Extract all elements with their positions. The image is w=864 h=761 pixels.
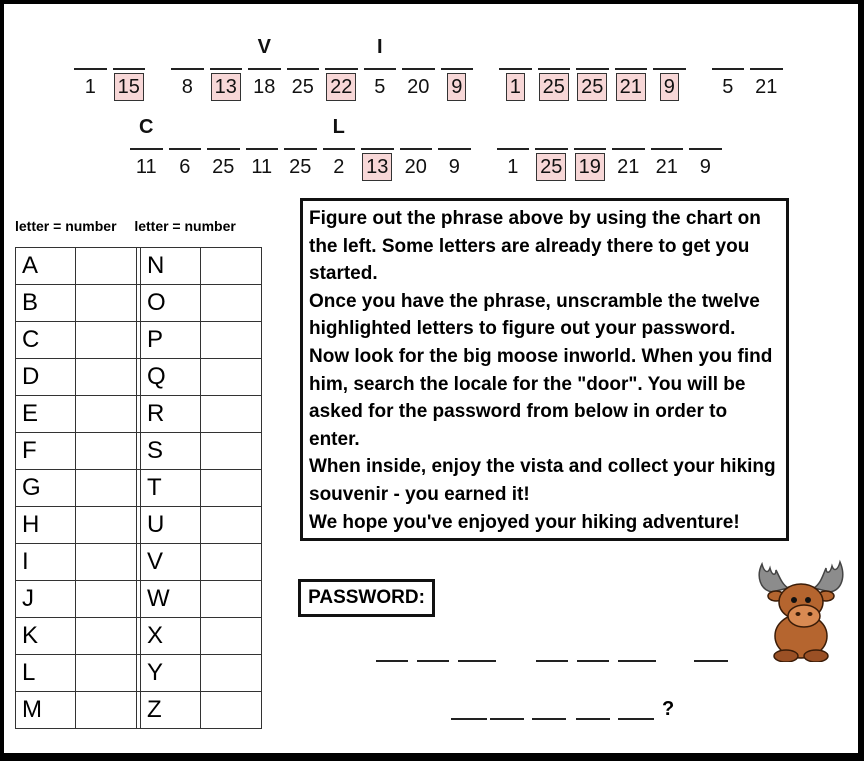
given-letter xyxy=(496,32,535,62)
letter-cell[interactable] xyxy=(127,112,166,182)
chart-letter: C xyxy=(16,322,76,359)
number-text: 21 xyxy=(655,156,678,178)
number-text: 11 xyxy=(251,156,273,178)
highlighted-letter-cell[interactable] xyxy=(322,32,361,102)
letter-blank xyxy=(246,148,279,150)
letter-blank xyxy=(615,68,648,70)
letter-blank xyxy=(538,68,571,70)
chart-letter: J xyxy=(16,581,76,618)
given-letter xyxy=(532,112,571,142)
letter-blank xyxy=(361,148,394,150)
password-blank[interactable] xyxy=(490,718,524,720)
instruction-4: When inside, enjoy the vista and collect your hiking souvenir - you earned it! xyxy=(309,456,776,505)
chart-number-input[interactable] xyxy=(76,655,137,692)
highlighted-letter-cell[interactable] xyxy=(110,32,149,102)
code-number xyxy=(648,152,687,182)
letter-blank xyxy=(574,148,607,150)
chart-number-input[interactable] xyxy=(201,618,262,655)
chart-letter: F xyxy=(16,433,76,470)
letter-cell[interactable] xyxy=(494,112,533,182)
letter-cell[interactable] xyxy=(204,112,243,182)
letter-cell[interactable] xyxy=(243,112,282,182)
highlighted-letter-cell[interactable] xyxy=(535,32,574,102)
number-text: 9 xyxy=(699,156,711,178)
worksheet xyxy=(4,4,858,753)
chart-letter: K xyxy=(16,618,76,655)
password-blank[interactable] xyxy=(577,660,609,662)
code-number xyxy=(322,72,361,102)
number-text: 21 xyxy=(755,76,778,98)
letter-blank xyxy=(612,148,645,150)
chart-number-input[interactable] xyxy=(201,359,262,396)
phrase-word xyxy=(127,112,474,182)
password-blank[interactable] xyxy=(417,660,449,662)
highlighted-letter-cell[interactable] xyxy=(438,32,477,102)
letter-blank xyxy=(171,68,204,70)
code-number xyxy=(535,72,574,102)
chart-letter: R xyxy=(141,396,201,433)
highlighted-number: 13 xyxy=(211,73,241,101)
chart-number-input[interactable] xyxy=(201,544,262,581)
chart-letter: H xyxy=(16,507,76,544)
given-letter: C xyxy=(139,116,154,138)
given-letter xyxy=(686,112,725,142)
highlighted-number: 9 xyxy=(447,73,466,101)
chart-number-input[interactable] xyxy=(201,692,262,729)
letter-cell[interactable] xyxy=(245,32,284,102)
chart-number-input[interactable] xyxy=(76,285,137,322)
letter-blank xyxy=(113,68,146,70)
given-letter xyxy=(397,112,436,142)
code-number xyxy=(320,152,359,182)
highlighted-number: 1 xyxy=(506,73,525,101)
letter-blank xyxy=(441,68,474,70)
code-number xyxy=(284,72,323,102)
chart-row xyxy=(16,285,262,322)
phrase-line-1 xyxy=(71,32,786,102)
chart-letter: O xyxy=(141,285,201,322)
given-letter xyxy=(399,32,438,62)
password-blank[interactable] xyxy=(618,718,654,720)
highlighted-number: 19 xyxy=(575,153,605,181)
letter-blank xyxy=(210,68,243,70)
number-text: 20 xyxy=(407,76,430,98)
given-letter xyxy=(322,32,361,62)
number-text: 25 xyxy=(289,156,312,178)
chart-number-input[interactable] xyxy=(76,433,137,470)
chart-number-input[interactable] xyxy=(76,248,137,285)
given-letter xyxy=(609,112,648,142)
instruction-2: Once you have the phrase, unscramble the twelve highlighted letters to figure out your password. xyxy=(309,290,760,340)
password-blank[interactable] xyxy=(458,660,496,662)
number-text: 11 xyxy=(135,156,157,178)
code-number xyxy=(571,152,610,182)
chart-row xyxy=(16,433,262,470)
chart-letter: B xyxy=(16,285,76,322)
given-letter xyxy=(166,112,205,142)
letter-blank xyxy=(323,148,356,150)
highlighted-number: 13 xyxy=(362,153,392,181)
number-text: 25 xyxy=(212,156,235,178)
letter-blank xyxy=(287,68,320,70)
given-letter: L xyxy=(332,116,345,138)
letter-cell[interactable] xyxy=(686,112,725,182)
code-number xyxy=(166,152,205,182)
highlighted-number: 21 xyxy=(616,73,646,101)
highlighted-number: 9 xyxy=(660,73,679,101)
chart-row xyxy=(16,470,262,507)
code-number xyxy=(747,72,786,102)
password-blank[interactable] xyxy=(532,718,566,720)
letter-cell[interactable] xyxy=(166,112,205,182)
letter-cell[interactable] xyxy=(168,32,207,102)
chart-letter: E xyxy=(16,396,76,433)
code-number xyxy=(435,152,474,182)
code-number xyxy=(243,152,282,182)
letter-blank xyxy=(325,68,358,70)
code-number xyxy=(245,72,284,102)
chart-row xyxy=(16,618,262,655)
highlighted-number: 25 xyxy=(536,153,566,181)
instruction-3: Now look for the big moose inworld. When you find him, search the locale for the "door". You will be asked for the password from below in order to enter. xyxy=(309,345,773,450)
password-question-mark: ? xyxy=(662,698,675,720)
letter-cell[interactable] xyxy=(435,112,474,182)
number-text: 20 xyxy=(404,156,427,178)
chart-number-input[interactable] xyxy=(76,396,137,433)
chart-row xyxy=(16,581,262,618)
given-letter xyxy=(571,112,610,142)
word-gap xyxy=(689,32,709,102)
letter-blank xyxy=(438,148,471,150)
letter-cell[interactable] xyxy=(281,112,320,182)
code-number xyxy=(494,152,533,182)
number-text: 8 xyxy=(181,76,193,98)
chart-letter: W xyxy=(141,581,201,618)
chart-number-input[interactable] xyxy=(76,581,137,618)
highlighted-number: 15 xyxy=(114,73,144,101)
code-number xyxy=(168,72,207,102)
given-letter xyxy=(494,112,533,142)
highlighted-letter-cell[interactable] xyxy=(358,112,397,182)
code-number xyxy=(612,72,651,102)
given-letter: V xyxy=(257,36,271,58)
chart-letter: Y xyxy=(141,655,201,692)
letter-number-chart xyxy=(15,247,262,729)
chart-number-input[interactable] xyxy=(201,396,262,433)
code-number xyxy=(532,152,571,182)
letter-blank xyxy=(284,148,317,150)
chart-letter: N xyxy=(141,248,201,285)
word-gap xyxy=(148,32,168,102)
highlighted-letter-cell[interactable] xyxy=(573,32,612,102)
given-letter xyxy=(535,32,574,62)
given-letter xyxy=(358,112,397,142)
chart-number-input[interactable] xyxy=(76,322,137,359)
given-letter xyxy=(204,112,243,142)
number-text: 25 xyxy=(291,76,314,98)
highlighted-number: 22 xyxy=(326,73,356,101)
highlighted-letter-cell[interactable] xyxy=(532,112,571,182)
password-blank[interactable] xyxy=(536,660,568,662)
code-number xyxy=(709,72,748,102)
number-text: 1 xyxy=(507,156,519,178)
given-letter xyxy=(747,32,786,62)
chart-number-input[interactable] xyxy=(201,322,262,359)
chart-letter: P xyxy=(141,322,201,359)
number-text: 5 xyxy=(374,76,386,98)
chart-number-input[interactable] xyxy=(76,618,137,655)
chart-header xyxy=(15,218,236,234)
word-gap xyxy=(474,112,494,182)
highlighted-letter-cell[interactable] xyxy=(207,32,246,102)
given-letter xyxy=(110,32,149,62)
letter-cell[interactable] xyxy=(361,32,400,102)
letter-blank xyxy=(750,68,783,70)
given-letter xyxy=(71,32,110,62)
chart-letter: U xyxy=(141,507,201,544)
highlighted-letter-cell[interactable] xyxy=(650,32,689,102)
letter-blank xyxy=(74,68,107,70)
letter-cell[interactable] xyxy=(284,32,323,102)
highlighted-number: 25 xyxy=(577,73,607,101)
code-number xyxy=(496,72,535,102)
chart-number-input[interactable] xyxy=(76,544,137,581)
code-number xyxy=(207,72,246,102)
chart-number-input[interactable] xyxy=(201,470,262,507)
chart-row xyxy=(16,396,262,433)
chart-letter: D xyxy=(16,359,76,396)
letter-blank xyxy=(364,68,397,70)
letter-blank xyxy=(689,148,722,150)
chart-letter: I xyxy=(16,544,76,581)
letter-blank xyxy=(497,148,530,150)
letter-blank xyxy=(651,148,684,150)
chart-number-input[interactable] xyxy=(201,248,262,285)
chart-letter: M xyxy=(16,692,76,729)
password-blank[interactable] xyxy=(376,660,408,662)
password-blank[interactable] xyxy=(576,718,610,720)
given-letter xyxy=(435,112,474,142)
highlighted-letter-cell[interactable] xyxy=(612,32,651,102)
phrase-word xyxy=(71,32,148,102)
letter-blank xyxy=(248,68,281,70)
number-text: 21 xyxy=(617,156,640,178)
letter-cell[interactable] xyxy=(609,112,648,182)
letter-blank xyxy=(169,148,202,150)
code-number xyxy=(71,72,110,102)
chart-letter: X xyxy=(141,618,201,655)
letter-cell[interactable] xyxy=(648,112,687,182)
password-blank[interactable] xyxy=(618,660,656,662)
phrase-word xyxy=(496,32,689,102)
chart-letter: A xyxy=(16,248,76,285)
code-number xyxy=(609,152,648,182)
chart-row xyxy=(16,359,262,396)
code-number xyxy=(686,152,725,182)
number-text: 18 xyxy=(253,76,276,98)
phrase-line-2 xyxy=(127,112,725,182)
code-number xyxy=(110,72,149,102)
letter-blank xyxy=(499,68,532,70)
moose-icon xyxy=(752,550,852,662)
number-text: 1 xyxy=(84,76,96,98)
number-text: 9 xyxy=(448,156,460,178)
chart-row xyxy=(16,692,262,729)
given-letter xyxy=(243,112,282,142)
chart-number-input[interactable] xyxy=(201,581,262,618)
chart-letter: L xyxy=(16,655,76,692)
letter-blank xyxy=(400,148,433,150)
word-gap xyxy=(476,32,496,102)
given-letter xyxy=(648,112,687,142)
letter-cell[interactable] xyxy=(747,32,786,102)
letter-blank xyxy=(402,68,435,70)
chart-letter: Z xyxy=(141,692,201,729)
code-number xyxy=(573,72,612,102)
chart-row xyxy=(16,655,262,692)
code-number xyxy=(399,72,438,102)
instruction-1: Figure out the phrase above by using the chart on the left. Some letters are already there to get you started. xyxy=(309,208,761,285)
chart-number-input[interactable] xyxy=(201,433,262,470)
chart-number-input[interactable] xyxy=(201,285,262,322)
chart-number-input[interactable] xyxy=(76,692,137,729)
letter-blank xyxy=(130,148,163,150)
chart-header-right: letter = number xyxy=(134,218,236,234)
number-text: 6 xyxy=(179,156,191,178)
given-letter xyxy=(709,32,748,62)
given-letter xyxy=(573,32,612,62)
code-number xyxy=(650,72,689,102)
code-number xyxy=(204,152,243,182)
chart-number-input[interactable] xyxy=(76,359,137,396)
code-number xyxy=(127,152,166,182)
chart-row xyxy=(16,322,262,359)
number-text: 5 xyxy=(722,76,734,98)
chart-letter: G xyxy=(16,470,76,507)
code-number xyxy=(361,72,400,102)
phrase-word xyxy=(709,32,786,102)
instructions-box xyxy=(300,198,789,541)
chart-row xyxy=(16,544,262,581)
password-blank[interactable] xyxy=(694,660,728,662)
given-letter: I xyxy=(376,36,383,58)
letter-blank xyxy=(576,68,609,70)
given-letter xyxy=(281,112,320,142)
letter-cell[interactable] xyxy=(71,32,110,102)
highlighted-letter-cell[interactable] xyxy=(496,32,535,102)
chart-number-input[interactable] xyxy=(76,507,137,544)
chart-header-left: letter = number xyxy=(15,218,117,234)
phrase-word xyxy=(168,32,476,102)
highlighted-number: 25 xyxy=(539,73,569,101)
chart-letter: T xyxy=(141,470,201,507)
letter-cell[interactable] xyxy=(709,32,748,102)
code-number xyxy=(397,152,436,182)
chart-number-input[interactable] xyxy=(201,507,262,544)
instruction-5: We hope you've enjoyed your hiking adventure! xyxy=(309,511,740,533)
letter-cell[interactable] xyxy=(320,112,359,182)
chart-letter: S xyxy=(141,433,201,470)
letter-cell[interactable] xyxy=(397,112,436,182)
number-text: 2 xyxy=(333,156,345,178)
letter-blank xyxy=(653,68,686,70)
chart-number-input[interactable] xyxy=(201,655,262,692)
given-letter xyxy=(284,32,323,62)
letter-blank xyxy=(207,148,240,150)
code-number xyxy=(281,152,320,182)
given-letter xyxy=(207,32,246,62)
letter-cell[interactable] xyxy=(399,32,438,102)
chart-letter: V xyxy=(141,544,201,581)
password-blank[interactable] xyxy=(451,718,487,720)
chart-letter: Q xyxy=(141,359,201,396)
letter-blank xyxy=(535,148,568,150)
chart-row xyxy=(16,507,262,544)
chart-number-input[interactable] xyxy=(76,470,137,507)
code-number xyxy=(358,152,397,182)
highlighted-letter-cell[interactable] xyxy=(571,112,610,182)
letter-blank xyxy=(712,68,745,70)
given-letter xyxy=(168,32,207,62)
password-label: PASSWORD: xyxy=(298,579,435,617)
given-letter xyxy=(438,32,477,62)
given-letter xyxy=(612,32,651,62)
given-letter xyxy=(650,32,689,62)
code-number xyxy=(438,72,477,102)
chart-row xyxy=(16,248,262,285)
phrase-word xyxy=(494,112,725,182)
